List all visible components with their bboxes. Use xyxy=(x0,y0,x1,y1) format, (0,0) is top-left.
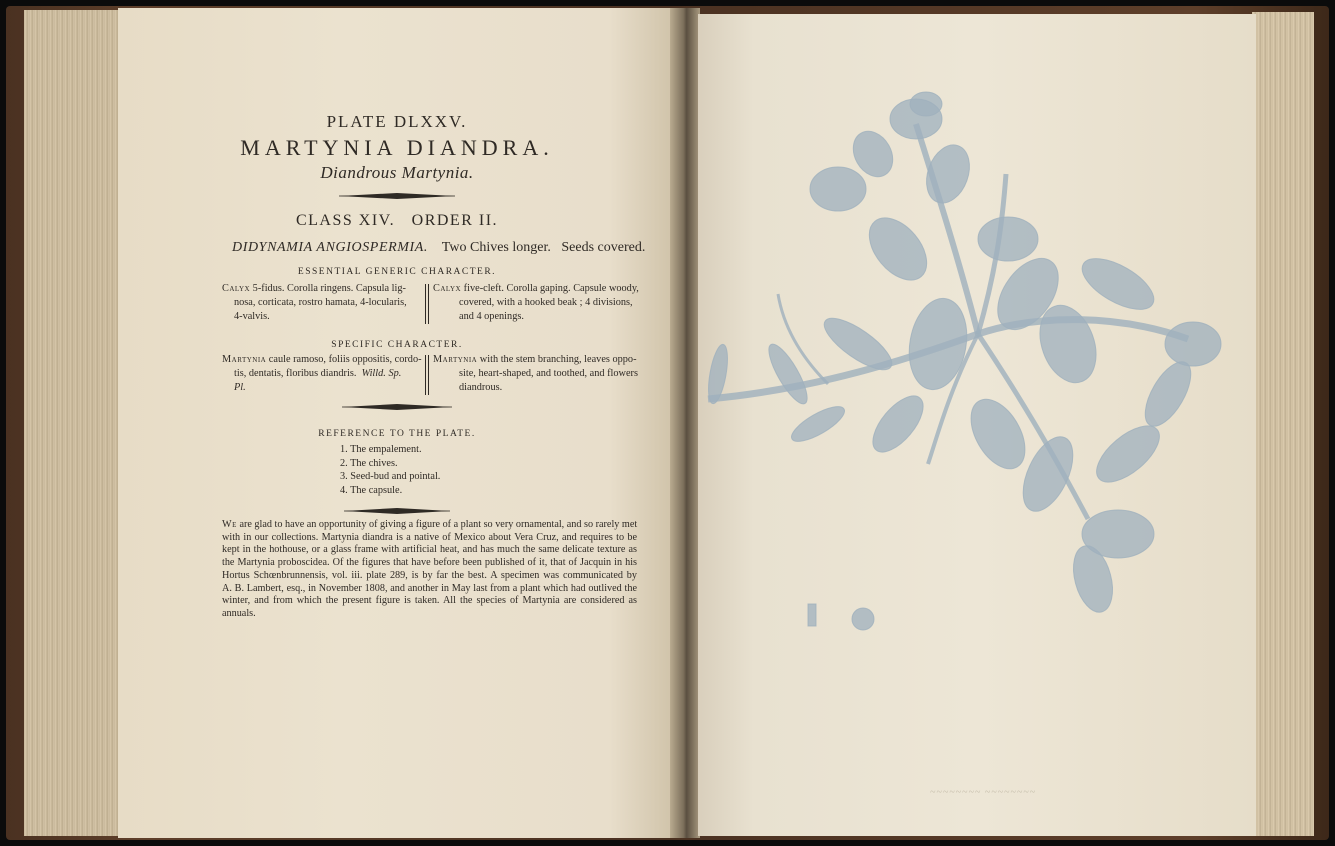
system-description: Two Chives longer. Seeds covered. xyxy=(441,240,646,255)
system-name: DIDYNAMIA ANGIOSPERMIA. xyxy=(232,240,429,255)
divider-specific-b xyxy=(428,355,429,395)
specific-latin: Martynia caule ramoso, foliis oppositis, cordo- tis, dentatis, floribus diandris. Willd. Sp. Pl. xyxy=(222,354,422,393)
divider-specific-a xyxy=(425,355,426,395)
willdenow-reference: Willd. Sp. xyxy=(361,368,402,379)
description-paragraph: We are glad to have an opportunity of giving a figure of a plant so very ornamental, and so rarely met with in our collections. Martynia diandra is a native of Mexico about Vera Cruz, and requires to be kept in the hothouse, or a glass frame with artificial heat, and has much the same delicate texture as the Martynia proboscidea. Of the figures that have before been published of it, that of Jacquin in his Hortus Schœnbrunnensis, vol. iii. plate 289, is by far the best. A specimen was communicated by A. B. Lambert, esq., in November 1808, and another in May last from a plant which had outlived the winter, and from which the present figure is taken. All the species of Martynia are considered as annuals. xyxy=(222,519,638,619)
ornamental-rule-1 xyxy=(120,192,674,200)
specific-latin-lead: Martynia xyxy=(222,354,267,365)
specific-english-lead: Martynia xyxy=(433,354,478,365)
right-page-edges xyxy=(1252,12,1314,836)
divider-essential-b xyxy=(428,284,429,324)
plant-offset-illustration xyxy=(698,14,1256,836)
essential-english-lead: Calyx xyxy=(433,283,462,294)
essential-latin-lead: Calyx xyxy=(222,283,251,294)
divider-essential-a xyxy=(425,284,426,324)
essential-english: Calyx five-cleft. Corolla gaping. Capsule woody, covered, with a hooked beak ; 4 divisions, and 4 openings. xyxy=(433,283,639,322)
class-order-heading: CLASS XIV. ORDER II. xyxy=(295,212,499,229)
plate-title: MARTYNIA DIANDRA. xyxy=(240,135,554,160)
classification-line xyxy=(232,240,645,256)
faint-signature: ~~~~~~~~ ~~~~~~~~ xyxy=(930,787,1037,798)
specific-english: Martynia with the stem branching, leaves oppo- site, heart-shaped, and toothed, and flowers diandrous. xyxy=(433,354,638,393)
essential-heading: ESSENTIAL GENERIC CHARACTER. xyxy=(297,267,497,277)
essential-latin: Calyx 5-fidus. Corolla ringens. Capsula lig- nosa, corticata, rostro hamata, 4-locularis, 4-valvis. xyxy=(222,283,407,322)
ornamental-rule-3 xyxy=(120,507,674,515)
reference-list xyxy=(340,443,500,497)
plate-number: PLATE DLXXV. xyxy=(326,112,468,131)
reference-item: 2. The chives. xyxy=(340,457,398,469)
reference-item: 1. The empalement. xyxy=(340,444,422,455)
drop-lead: We xyxy=(222,519,237,530)
reference-heading: REFERENCE TO THE PLATE. xyxy=(318,429,476,439)
ornamental-rule-2 xyxy=(120,403,674,411)
specific-heading: SPECIFIC CHARACTER. xyxy=(331,340,463,350)
book-gutter xyxy=(670,8,700,838)
reference-item: 4. The capsule. xyxy=(340,484,403,496)
plate-subtitle: Diandrous Martynia. xyxy=(320,163,474,182)
reference-item: 3. Seed-bud and pointal. xyxy=(340,471,441,482)
left-page-edges xyxy=(24,10,124,836)
left-page xyxy=(118,8,676,838)
